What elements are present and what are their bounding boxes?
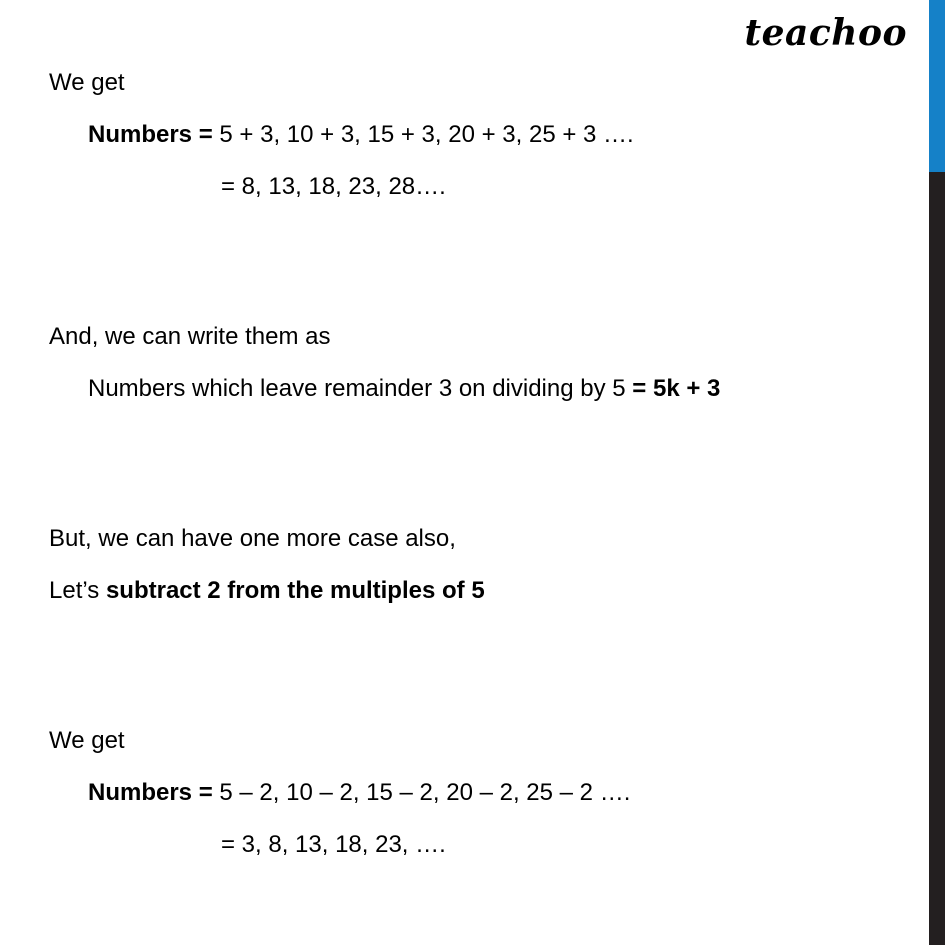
numbers-value-2: 5 – 2, 10 – 2, 15 – 2, 20 – 2, 25 – 2 …. xyxy=(219,779,631,806)
spacer xyxy=(49,472,889,524)
paragraph-lets-subtract xyxy=(49,576,889,606)
spacer xyxy=(49,756,889,778)
paragraph-write-them-as: And, we can write them as xyxy=(49,323,331,350)
spacer xyxy=(49,674,889,726)
spacer xyxy=(49,270,889,322)
paragraph-one-more-case: But, we can have one more case also, xyxy=(49,525,456,552)
spacer xyxy=(49,606,889,674)
paragraph-numbers-expression-2 xyxy=(49,778,889,808)
paragraph-numbers-expression-1 xyxy=(49,120,889,150)
spacer xyxy=(49,808,889,830)
spacer xyxy=(49,202,889,270)
paragraph-numbers-result-1: = 8, 13, 18, 23, 28…. xyxy=(221,173,446,200)
paragraph-we-get-1: We get xyxy=(49,69,125,96)
numbers-label-1: Numbers = xyxy=(88,121,220,148)
teachoo-logo: teachoo xyxy=(744,12,907,54)
right-edge-blue-bar xyxy=(929,0,945,172)
spacer xyxy=(49,150,889,172)
paragraph-remainder-rule xyxy=(49,374,889,404)
numbers-label-2: Numbers = xyxy=(88,779,220,806)
document-body xyxy=(49,68,889,860)
spacer xyxy=(49,554,889,576)
lets-action-text: subtract 2 from the multiples of 5 xyxy=(105,577,485,604)
spacer xyxy=(49,98,889,120)
spacer xyxy=(49,404,889,472)
spacer xyxy=(49,352,889,374)
remainder-statement-text: Numbers which leave remainder 3 on dividing by 5 xyxy=(88,375,633,402)
paragraph-numbers-result-2: = 3, 8, 13, 18, 23, …. xyxy=(221,831,446,858)
lets-label-text: Let’s xyxy=(49,577,106,604)
right-edge-dark-bar xyxy=(929,172,945,945)
numbers-value-1: 5 + 3, 10 + 3, 15 + 3, 20 + 3, 25 + 3 …. xyxy=(219,121,634,148)
paragraph-we-get-2: We get xyxy=(49,727,125,754)
remainder-formula-text: = 5k + 3 xyxy=(632,375,721,402)
